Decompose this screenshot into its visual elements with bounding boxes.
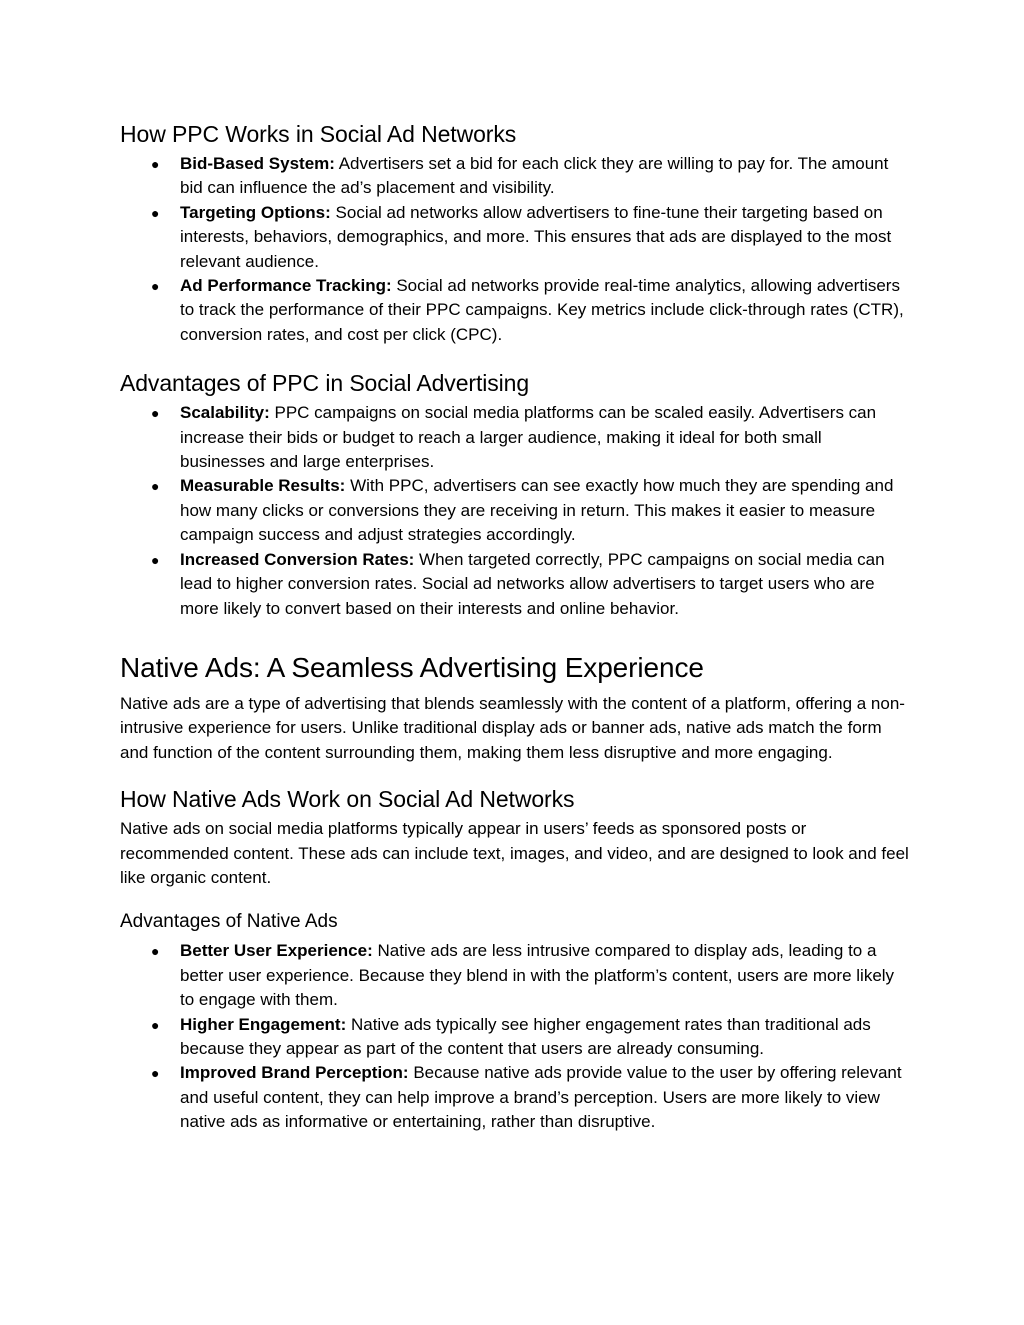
bullet-icon: ● (151, 1065, 160, 1082)
list-item-term: Scalability: (180, 403, 270, 423)
list-item-term: Ad Performance Tracking: (180, 276, 392, 296)
list-item-text: When targeted correctly, PPC campaigns on social media can lead to higher conversion rates. Social ad networks allow advertisers to target users who are more likely to convert based on their interests and online behavior. (180, 549, 885, 618)
list-item (120, 201, 910, 274)
section-heading-ppc-works: How PPC Works in Social Ad Networks (120, 121, 517, 147)
section-heading-ppc-advantages: Advantages of PPC in Social Advertising (120, 370, 530, 397)
list-item-text: PPC campaigns on social media platforms can be scaled easily. Advertisers can increase their bids or budget to reach a larger audience, making it ideal for both small businesses and large enterprises. (180, 403, 877, 472)
list-item-term: Bid-Based System: (180, 154, 335, 173)
list-item-term: Measurable Results: (180, 476, 346, 496)
list-item (120, 401, 910, 474)
bullet-list-native-advantages (120, 939, 910, 1134)
list-item (120, 152, 910, 201)
bullet-icon: ● (151, 943, 160, 960)
list-item (120, 548, 910, 621)
list-item-term: Better User Experience: (180, 941, 373, 961)
paragraph-native-ads-intro: Native ads are a type of advertising that blends seamlessly with the content of a platform, offering a non-intrusive experience for users. Unlike traditional display ads or banner ads, native ads match the form and function of the content surrounding them, making them less disruptive and more engaging. (120, 693, 905, 762)
bullet-icon: ● (151, 204, 160, 221)
bullet-icon: ● (151, 278, 160, 295)
list-item-text: Because native ads provide value to the user by offering relevant and useful content, they can help improve a brand’s perception. Users are more likely to view native ads as informative or entertaining, rather than disruptive. (180, 1063, 902, 1132)
list-item-term: Improved Brand Perception: (180, 1063, 409, 1083)
list-item-text: Native ads are less intrusive compared to display ads, leading to a better user experience. Because they blend in with the platform’s content, users are more likely to engage with them. (180, 941, 895, 1010)
list-item-term: Higher Engagement: (180, 1014, 347, 1034)
bullet-icon: ● (151, 156, 160, 172)
section-heading-native-ads-work: How Native Ads Work on Social Ad Networks (120, 786, 575, 813)
list-item-text: Social ad networks provide real-time analytics, allowing advertisers to track the performance of their PPC campaigns. Key metrics include click-through rates (CTR), conversion rates, and cost per click (CPC). (180, 276, 904, 344)
bullet-icon: ● (151, 478, 160, 495)
bullet-icon: ● (151, 405, 160, 422)
list-item (120, 474, 910, 547)
list-item (120, 1061, 910, 1134)
list-item-term: Targeting Options: (180, 202, 331, 222)
list-item-text: Advertisers set a bid for each click they are willing to pay for. The amount bid can influence the ad’s placement and visibility. (180, 154, 889, 198)
list-item-text: Social ad networks allow advertisers to fine-tune their targeting based on interests, behaviors, demographics, and more. This ensures that ads are displayed to the most relevant audience. (180, 202, 892, 271)
section-heading-native-advantages: Advantages of Native Ads (120, 911, 338, 933)
section-heading-native-ads: Native Ads: A Seamless Advertising Experience (120, 651, 704, 683)
list-item (120, 1013, 910, 1062)
list-item-text: Native ads typically see higher engagement rates than traditional ads because they appear as part of the content that users are already consuming. (180, 1014, 871, 1058)
bullet-list-ppc-advantages (120, 401, 910, 621)
document-page (120, 118, 910, 1135)
list-item (120, 939, 910, 1012)
bullet-list-ppc-works (120, 152, 910, 347)
list-item (120, 274, 910, 347)
list-item-term: Increased Conversion Rates: (180, 549, 415, 569)
list-item-text: With PPC, advertisers can see exactly how much they are spending and how many clicks or conversions they are receiving in return. This makes it easier to measure campaign success and adjust strategies accordingly. (180, 476, 894, 545)
bullet-icon: ● (151, 1016, 160, 1033)
paragraph-native-ads-work: Native ads on social media platforms typically appear in users’ feeds as sponsored posts or recommended content. These ads can include text, images, and video, and are designed to look and feel like organic content. (120, 819, 909, 887)
bullet-icon: ● (151, 551, 160, 568)
